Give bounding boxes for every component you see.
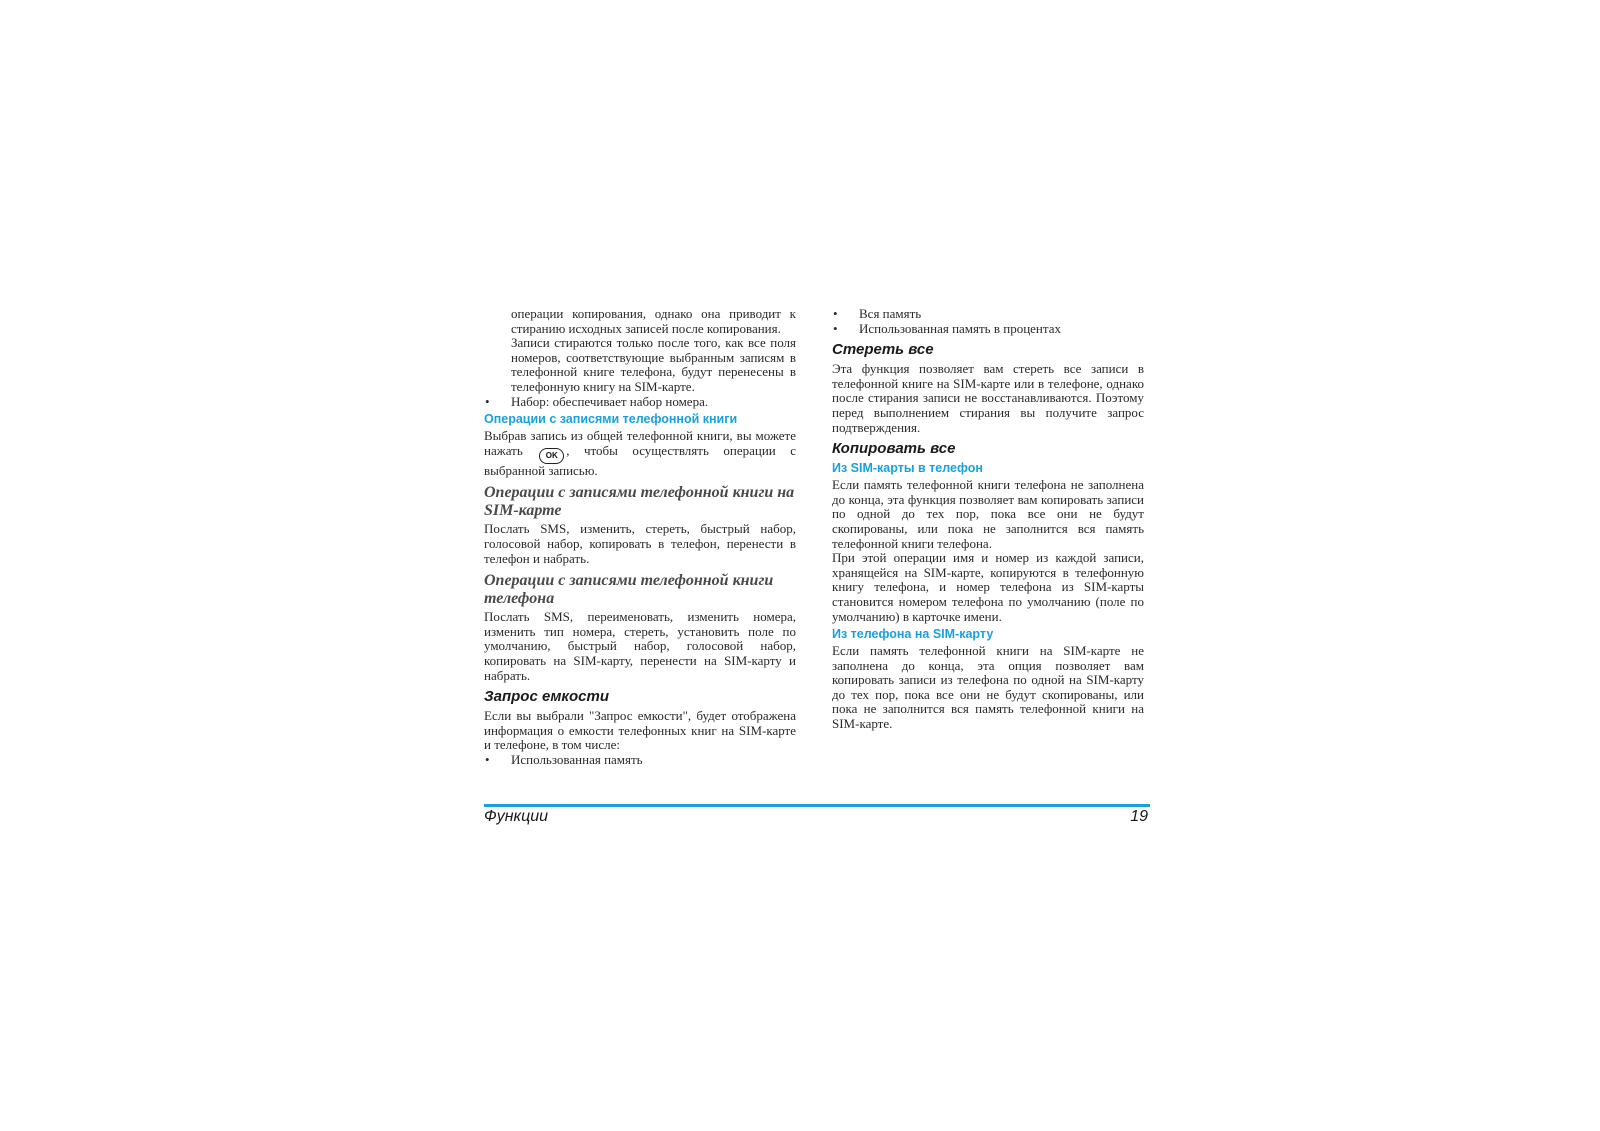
paragraph-erase-note: Записи стираются только после того, как все поля номеров, соответствующие выбранным записям в телефонной книге телефона, будут перенесены в телефонную книгу на SIM-карте. xyxy=(511,335,796,394)
heading-erase-all: Стереть все xyxy=(832,341,934,359)
bullet-all-memory: • Вся память xyxy=(832,307,1144,322)
bullet-dial: • Набор: обеспечивает набор номера. xyxy=(484,395,796,410)
heading-capacity: Запрос емкости xyxy=(484,688,610,706)
right-column xyxy=(832,307,1144,732)
ops-general-text-after: , чтобы осуществлять операции с выбранной записью. xyxy=(484,442,796,478)
heading-copy-all: Копировать все xyxy=(832,440,956,458)
left-column xyxy=(484,307,796,767)
paragraph-ops-sim: Послать SMS, изменить, стереть, быстрый набор, голосовой набор, копировать в телефон, перенести в телефон и набрать. xyxy=(484,521,796,566)
bullet-used-memory: • Использованная память xyxy=(484,753,796,768)
paragraph-sim-to-phone-1: Если память телефонной книги телефона не заполнена до конца, эта функция позволяет вам копировать записи по одной до тех пор, пока все они не будут скопированы, или пока не заполнится вся память телефонной книги телефона. xyxy=(832,477,1144,551)
heading-ops-phone: Операции с записями телефонной книги телефона xyxy=(484,572,774,607)
page-number: 19 xyxy=(1130,808,1148,825)
ops-general-text-before: Выбрав запись из общей телефонной книги, вы можете нажать xyxy=(484,428,796,458)
paragraph-capacity: Если вы выбрали "Запрос емкости", будет отображена информация о емкости телефонных книг на SIM-карте и телефоне, в том числе: xyxy=(484,708,796,753)
paragraph-erase-all: Эта функция позволяет вам стереть все записи в телефонной книге на SIM-карте или в телефоне, однако после стирания записи не восстанавливаются. Поэтому перед выполнением стирания вы получите запрос подтверждения. xyxy=(832,361,1144,435)
paragraph-phone-to-sim: Если память телефонной книги на SIM-карте не заполнена до конца, эта опция позволяет вам копировать записи из телефона по одной на SIM-карту до тех пор, пока все они не будут скопированы, или пока не заполнится вся память телефонной книги на SIM-карте. xyxy=(832,643,1144,732)
heading-phone-to-sim: Из телефона на SIM-карту xyxy=(832,627,994,642)
ok-key-icon: OK xyxy=(539,448,564,464)
paragraph-ops-general xyxy=(484,429,796,478)
heading-sim-to-phone: Из SIM-карты в телефон xyxy=(832,461,983,476)
bullet-used-percent: • Использованная память в процентах xyxy=(832,322,1144,337)
footer-section-title: Функции xyxy=(484,808,549,825)
heading-ops-general: Операции с записями телефонной книги xyxy=(484,412,738,427)
footer-rule xyxy=(484,804,1150,807)
paragraph-ops-phone: Послать SMS, переименовать, изменить номера, изменить тип номера, стереть, установить поле по умолчанию, быстрый набор, голосовой набор, копировать на SIM-карту, перенести на SIM-карту и набрать. xyxy=(484,609,796,683)
paragraph-copy-continuation: операции копирования, однако она приводит к стиранию исходных записей после копирования. xyxy=(511,306,796,336)
heading-ops-sim: Операции с записями телефонной книги на SIM-карте xyxy=(484,484,795,519)
paragraph-sim-to-phone-2: При этой операции имя и номер из каждой записи, хранящейся на SIM-карте, копируются в телефонную книгу телефона, и номер телефона из SIM-карты становится номером телефона по умолчанию (поле по умолчанию) в карточке имени. xyxy=(832,550,1144,624)
